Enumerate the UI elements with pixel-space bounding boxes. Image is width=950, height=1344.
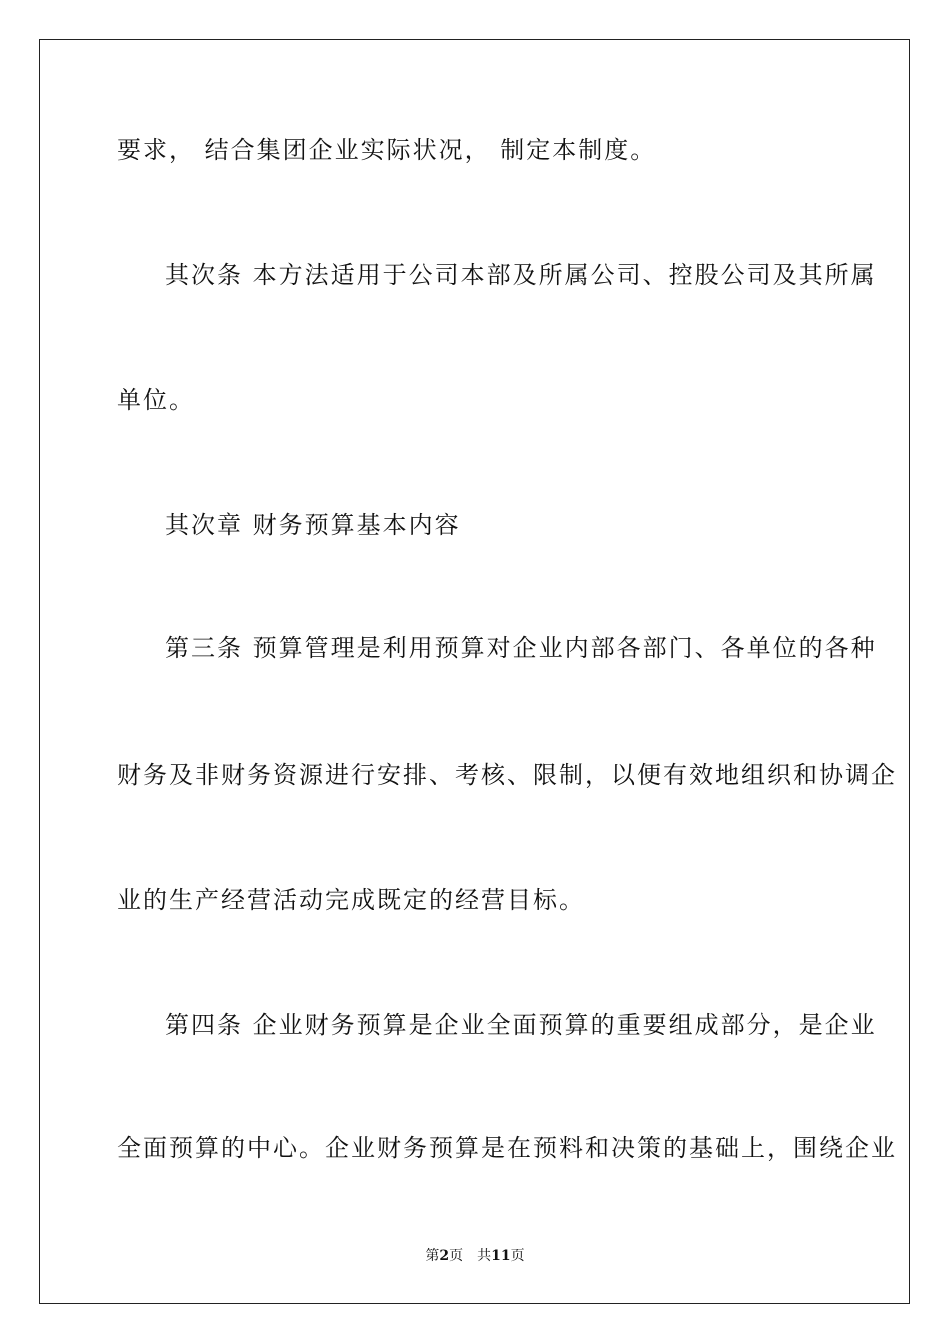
body-line-3: 单位。	[117, 386, 195, 414]
body-line-9: 全面预算的中心。企业财务预算是在预料和决策的基础上，围绕企业	[117, 1134, 897, 1162]
page-label-suffix: 页	[449, 1248, 464, 1264]
total-label-suffix: 页	[510, 1248, 525, 1264]
body-line-8: 第四条 企业财务预算是企业全面预算的重要组成部分，是企业	[165, 1011, 877, 1039]
body-line-1: 要求， 结合集团企业实际状况， 制定本制度。	[117, 136, 657, 164]
body-line-5: 第三条 预算管理是利用预算对企业内部各部门、各单位的各种	[165, 634, 877, 662]
body-line-6: 财务及非财务资源进行安排、考核、限制，以便有效地组织和协调企	[117, 761, 897, 789]
page-number: 2	[439, 1248, 450, 1264]
page-label-prefix: 第	[425, 1248, 440, 1264]
total-pages: 11	[491, 1248, 511, 1264]
section-heading: 其次章 财务预算基本内容	[165, 511, 461, 539]
page-footer	[0, 1247, 950, 1265]
total-label-prefix: 共	[477, 1248, 492, 1264]
page-border	[39, 39, 910, 1304]
body-line-2: 其次条 本方法适用于公司本部及所属公司、控股公司及其所属	[165, 261, 877, 289]
body-line-7: 业的生产经营活动完成既定的经营目标。	[117, 886, 585, 914]
